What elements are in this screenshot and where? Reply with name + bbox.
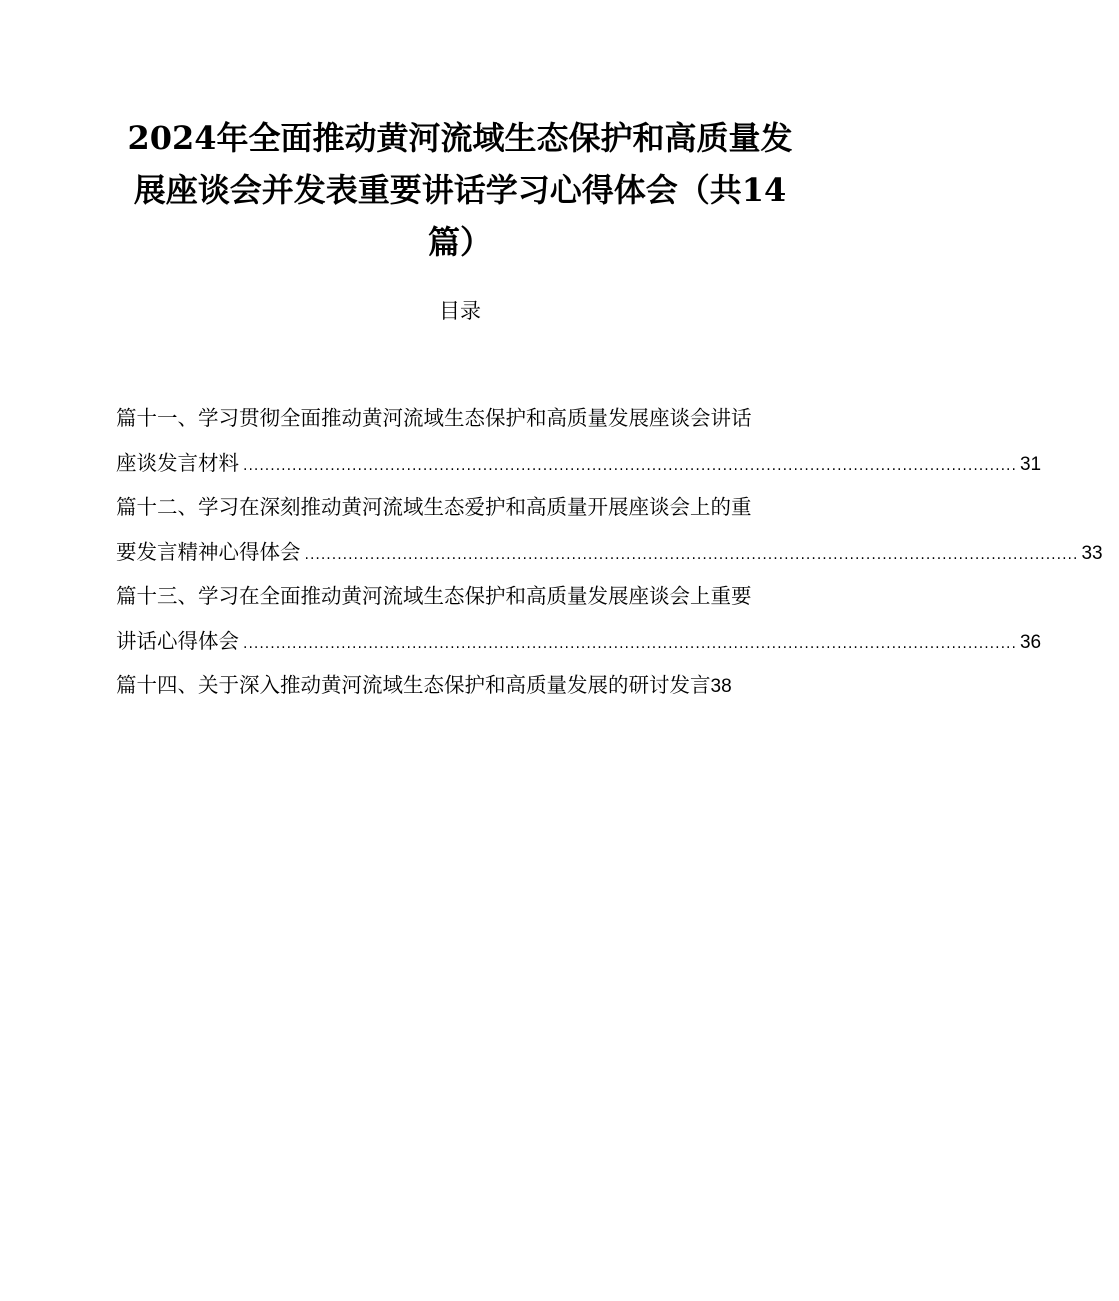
dot-leader: .............................................................................................................................................. [243,457,1017,474]
toc-entry-title: 篇十一、学习贯彻全面推动黄河流域生态保护和高质量发展座谈会讲话 [116,406,752,430]
title-line-3: 篇） [427,223,492,261]
toc-entry-title: 篇十二、学习在深刻推动黄河流域生态爱护和高质量开展座谈会上的重 [116,495,752,519]
toc-entry-title-cont: 要发言精神心得体会 [116,539,301,564]
toc-entry-12[interactable] [116,485,1103,574]
toc-page-number: 36 [1019,631,1042,653]
toc-entry-line [116,530,1103,575]
toc-entry-line [116,396,828,441]
toc-entry-line [116,441,1042,486]
toc-entry-line [116,663,828,708]
toc-entry-line [116,574,828,619]
toc-entry-line [116,485,828,530]
dot-leader: .............................................................................................................................................. [304,546,1079,563]
toc-entry-title: 篇十三、学习在全面推动黄河流域生态保护和高质量发展座谈会上重要 [116,584,752,608]
title-line-1: 2024年全面推动黄河流域生态保护和高质量发 [127,119,793,157]
toc-entry-14[interactable] [116,663,828,708]
toc-entry-line [116,619,1042,664]
document-title [110,112,810,268]
toc-page-number: 33 [1081,542,1103,564]
table-of-contents [116,396,1103,708]
toc-heading: 目录 [439,299,481,323]
toc-entry-13[interactable] [116,574,1042,663]
dot-leader: .............................................................................................................................................. [243,635,1017,652]
toc-entry-11[interactable] [116,396,1042,485]
title-line-2: 展座谈会并发表重要讲话学习心得体会（共14 [133,171,787,209]
toc-entry-title: 篇十四、关于深入推动黄河流域生态保护和高质量发展的研讨发言 [116,673,711,697]
toc-entry-title-cont: 讲话心得体会 [116,628,239,653]
toc-page-number: 38 [710,676,732,697]
toc-page-number: 31 [1019,453,1042,475]
toc-entry-title-cont: 座谈发言材料 [116,450,239,475]
